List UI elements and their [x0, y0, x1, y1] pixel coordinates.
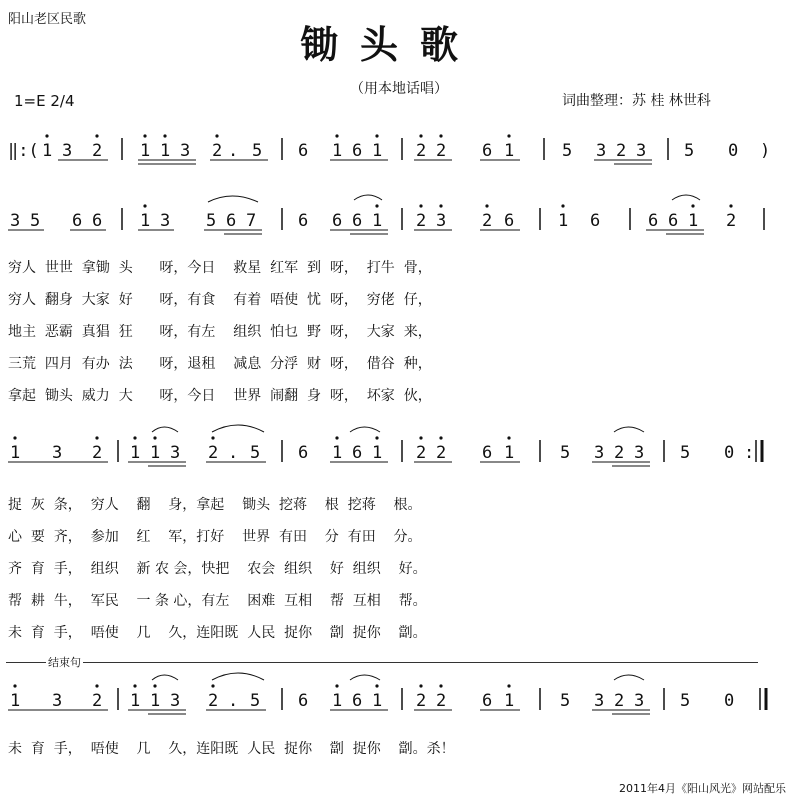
svg-text:3: 3: [180, 141, 191, 161]
svg-text:2: 2: [416, 211, 427, 231]
ending-lyric: 未 育 手， 唔使 几 久，连阳既 人民 捉你 劏 捉你 劏。杀！: [8, 741, 455, 757]
svg-text:6: 6: [668, 211, 679, 231]
svg-text:.: .: [228, 141, 239, 161]
svg-text:1: 1: [42, 141, 53, 161]
svg-text:2: 2: [616, 141, 627, 161]
score-row-ending: [8, 673, 766, 714]
svg-text:6: 6: [504, 211, 515, 231]
svg-text:.: .: [228, 443, 239, 463]
svg-text:1: 1: [332, 141, 343, 161]
region-label: 阳山老区民歌: [8, 12, 87, 27]
svg-text:2: 2: [92, 141, 103, 161]
svg-text:2: 2: [92, 691, 103, 711]
svg-text:6: 6: [298, 691, 309, 711]
svg-text:1: 1: [504, 443, 515, 463]
svg-text:5: 5: [680, 443, 691, 463]
svg-text:1: 1: [372, 211, 383, 231]
svg-text:1: 1: [140, 211, 151, 231]
svg-text:5: 5: [684, 141, 695, 161]
score-row-1: [8, 134, 770, 164]
lyric-line-4: 三荒 四月 有办 法 呀，退租 减息 分浮 财 呀， 借谷 种，: [8, 356, 432, 372]
svg-text:1: 1: [150, 691, 161, 711]
svg-text:6: 6: [298, 141, 309, 161]
svg-text:1: 1: [372, 691, 383, 711]
svg-text:‖:(: ‖:(: [8, 141, 39, 161]
svg-text:6: 6: [482, 443, 493, 463]
lyric-line-7: 心 要 齐， 参加 红 军，打好 世界 有田 分 有田 分。: [8, 529, 422, 545]
song-title: 锄头歌: [300, 22, 481, 67]
svg-text:3: 3: [636, 141, 647, 161]
svg-text:6: 6: [352, 211, 363, 231]
svg-text:2: 2: [208, 691, 219, 711]
svg-text:5: 5: [252, 141, 263, 161]
svg-text:3: 3: [10, 211, 21, 231]
svg-text:6: 6: [226, 211, 237, 231]
svg-text:6: 6: [352, 443, 363, 463]
lyric-line-10: 未 育 手， 唔使 几 久，连阳既 人民 捉你 劏 捉你 劏。: [8, 625, 427, 641]
svg-text:1: 1: [130, 691, 141, 711]
svg-text:1: 1: [10, 691, 21, 711]
svg-text:1: 1: [372, 141, 383, 161]
lyric-line-9: 帮 耕 牛， 军民 一 条 心，有左 困难 互相 帮 互相 帮。: [8, 593, 427, 609]
svg-text:2: 2: [416, 443, 427, 463]
svg-text:6: 6: [590, 211, 601, 231]
svg-text:2: 2: [92, 443, 103, 463]
svg-text:5: 5: [560, 691, 571, 711]
svg-text:1: 1: [504, 141, 515, 161]
lyric-line-3: 地主 恶霸 真猖 狂 呀，有左 组织 怕乜 野 呀， 大家 来，: [8, 324, 432, 340]
svg-text:6: 6: [482, 141, 493, 161]
svg-text:6: 6: [352, 141, 363, 161]
footer-note: 2011年4月《阳山风光》网站配乐: [619, 782, 786, 795]
lyric-line-5: 拿起 锄头 威力 大 呀，今日 世界 闹翻 身 呀， 坏家 伙，: [8, 388, 432, 404]
svg-text:1: 1: [558, 211, 569, 231]
svg-text:5: 5: [206, 211, 217, 231]
svg-text:2: 2: [482, 211, 493, 231]
svg-text:0: 0: [724, 691, 735, 711]
svg-text:1: 1: [140, 141, 151, 161]
svg-text:3: 3: [62, 141, 73, 161]
svg-text:5: 5: [560, 443, 571, 463]
svg-text:1: 1: [688, 211, 699, 231]
svg-text:3: 3: [170, 443, 181, 463]
svg-text:2: 2: [416, 691, 427, 711]
svg-text:5: 5: [250, 443, 261, 463]
svg-text:2: 2: [436, 691, 447, 711]
svg-text:2: 2: [614, 443, 625, 463]
svg-text:0: 0: [728, 141, 739, 161]
svg-text:7: 7: [246, 211, 257, 231]
svg-text:5: 5: [30, 211, 41, 231]
svg-text:6: 6: [298, 211, 309, 231]
svg-text:3: 3: [52, 443, 63, 463]
svg-text:5: 5: [680, 691, 691, 711]
svg-text:1: 1: [504, 691, 515, 711]
svg-text:6: 6: [298, 443, 309, 463]
svg-text:3: 3: [594, 691, 605, 711]
svg-text:3: 3: [170, 691, 181, 711]
svg-text:1: 1: [10, 443, 21, 463]
score-row-2: [8, 195, 764, 234]
svg-text:1: 1: [150, 443, 161, 463]
svg-text:2: 2: [726, 211, 737, 231]
svg-text:5: 5: [562, 141, 573, 161]
svg-text:2: 2: [436, 443, 447, 463]
svg-text:6: 6: [72, 211, 83, 231]
svg-text:6: 6: [92, 211, 103, 231]
svg-text:2: 2: [212, 141, 223, 161]
svg-text:6: 6: [482, 691, 493, 711]
svg-text:3: 3: [596, 141, 607, 161]
svg-text:0: 0: [724, 443, 735, 463]
svg-text:2: 2: [614, 691, 625, 711]
svg-text:6: 6: [332, 211, 343, 231]
song-subtitle: （用本地话唱）: [350, 81, 448, 97]
lyric-line-1: 穷人 世世 拿锄 头 呀，今日 救星 红军 到 呀， 打牛 骨，: [8, 260, 432, 276]
ending-label: 结束句: [48, 656, 81, 669]
svg-text:2: 2: [416, 141, 427, 161]
lyric-line-6: 捉 灰 条， 穷人 翻 身，拿起 锄头 挖蒋 根 挖蒋 根。: [8, 497, 422, 513]
svg-text:1: 1: [130, 443, 141, 463]
score-row-3: [8, 425, 762, 466]
key-signature: 1=E 2/4: [14, 92, 75, 110]
svg-text:6: 6: [648, 211, 659, 231]
svg-text:3: 3: [634, 691, 645, 711]
svg-text:3: 3: [436, 211, 447, 231]
svg-text:3: 3: [594, 443, 605, 463]
svg-text:1: 1: [160, 141, 171, 161]
lyric-line-8: 齐 育 手， 组织 新 农 会，快把 农会 组织 好 组织 好。: [8, 561, 427, 577]
credits: 词曲整理：苏 桂 林世科: [562, 93, 711, 109]
svg-text:1: 1: [372, 443, 383, 463]
svg-text:1: 1: [332, 443, 343, 463]
svg-text:6: 6: [352, 691, 363, 711]
svg-text::: :: [744, 443, 755, 463]
svg-text:3: 3: [634, 443, 645, 463]
svg-text:): ): [760, 141, 771, 161]
svg-text:2: 2: [436, 141, 447, 161]
svg-text:3: 3: [52, 691, 63, 711]
svg-text:.: .: [228, 691, 239, 711]
svg-text:3: 3: [160, 211, 171, 231]
lyric-line-2: 穷人 翻身 大家 好 呀，有食 有着 唔使 忧 呀， 穷佬 仔，: [8, 292, 432, 308]
svg-text:2: 2: [208, 443, 219, 463]
svg-text:1: 1: [332, 691, 343, 711]
ending-divider: [6, 662, 758, 663]
svg-text:5: 5: [250, 691, 261, 711]
